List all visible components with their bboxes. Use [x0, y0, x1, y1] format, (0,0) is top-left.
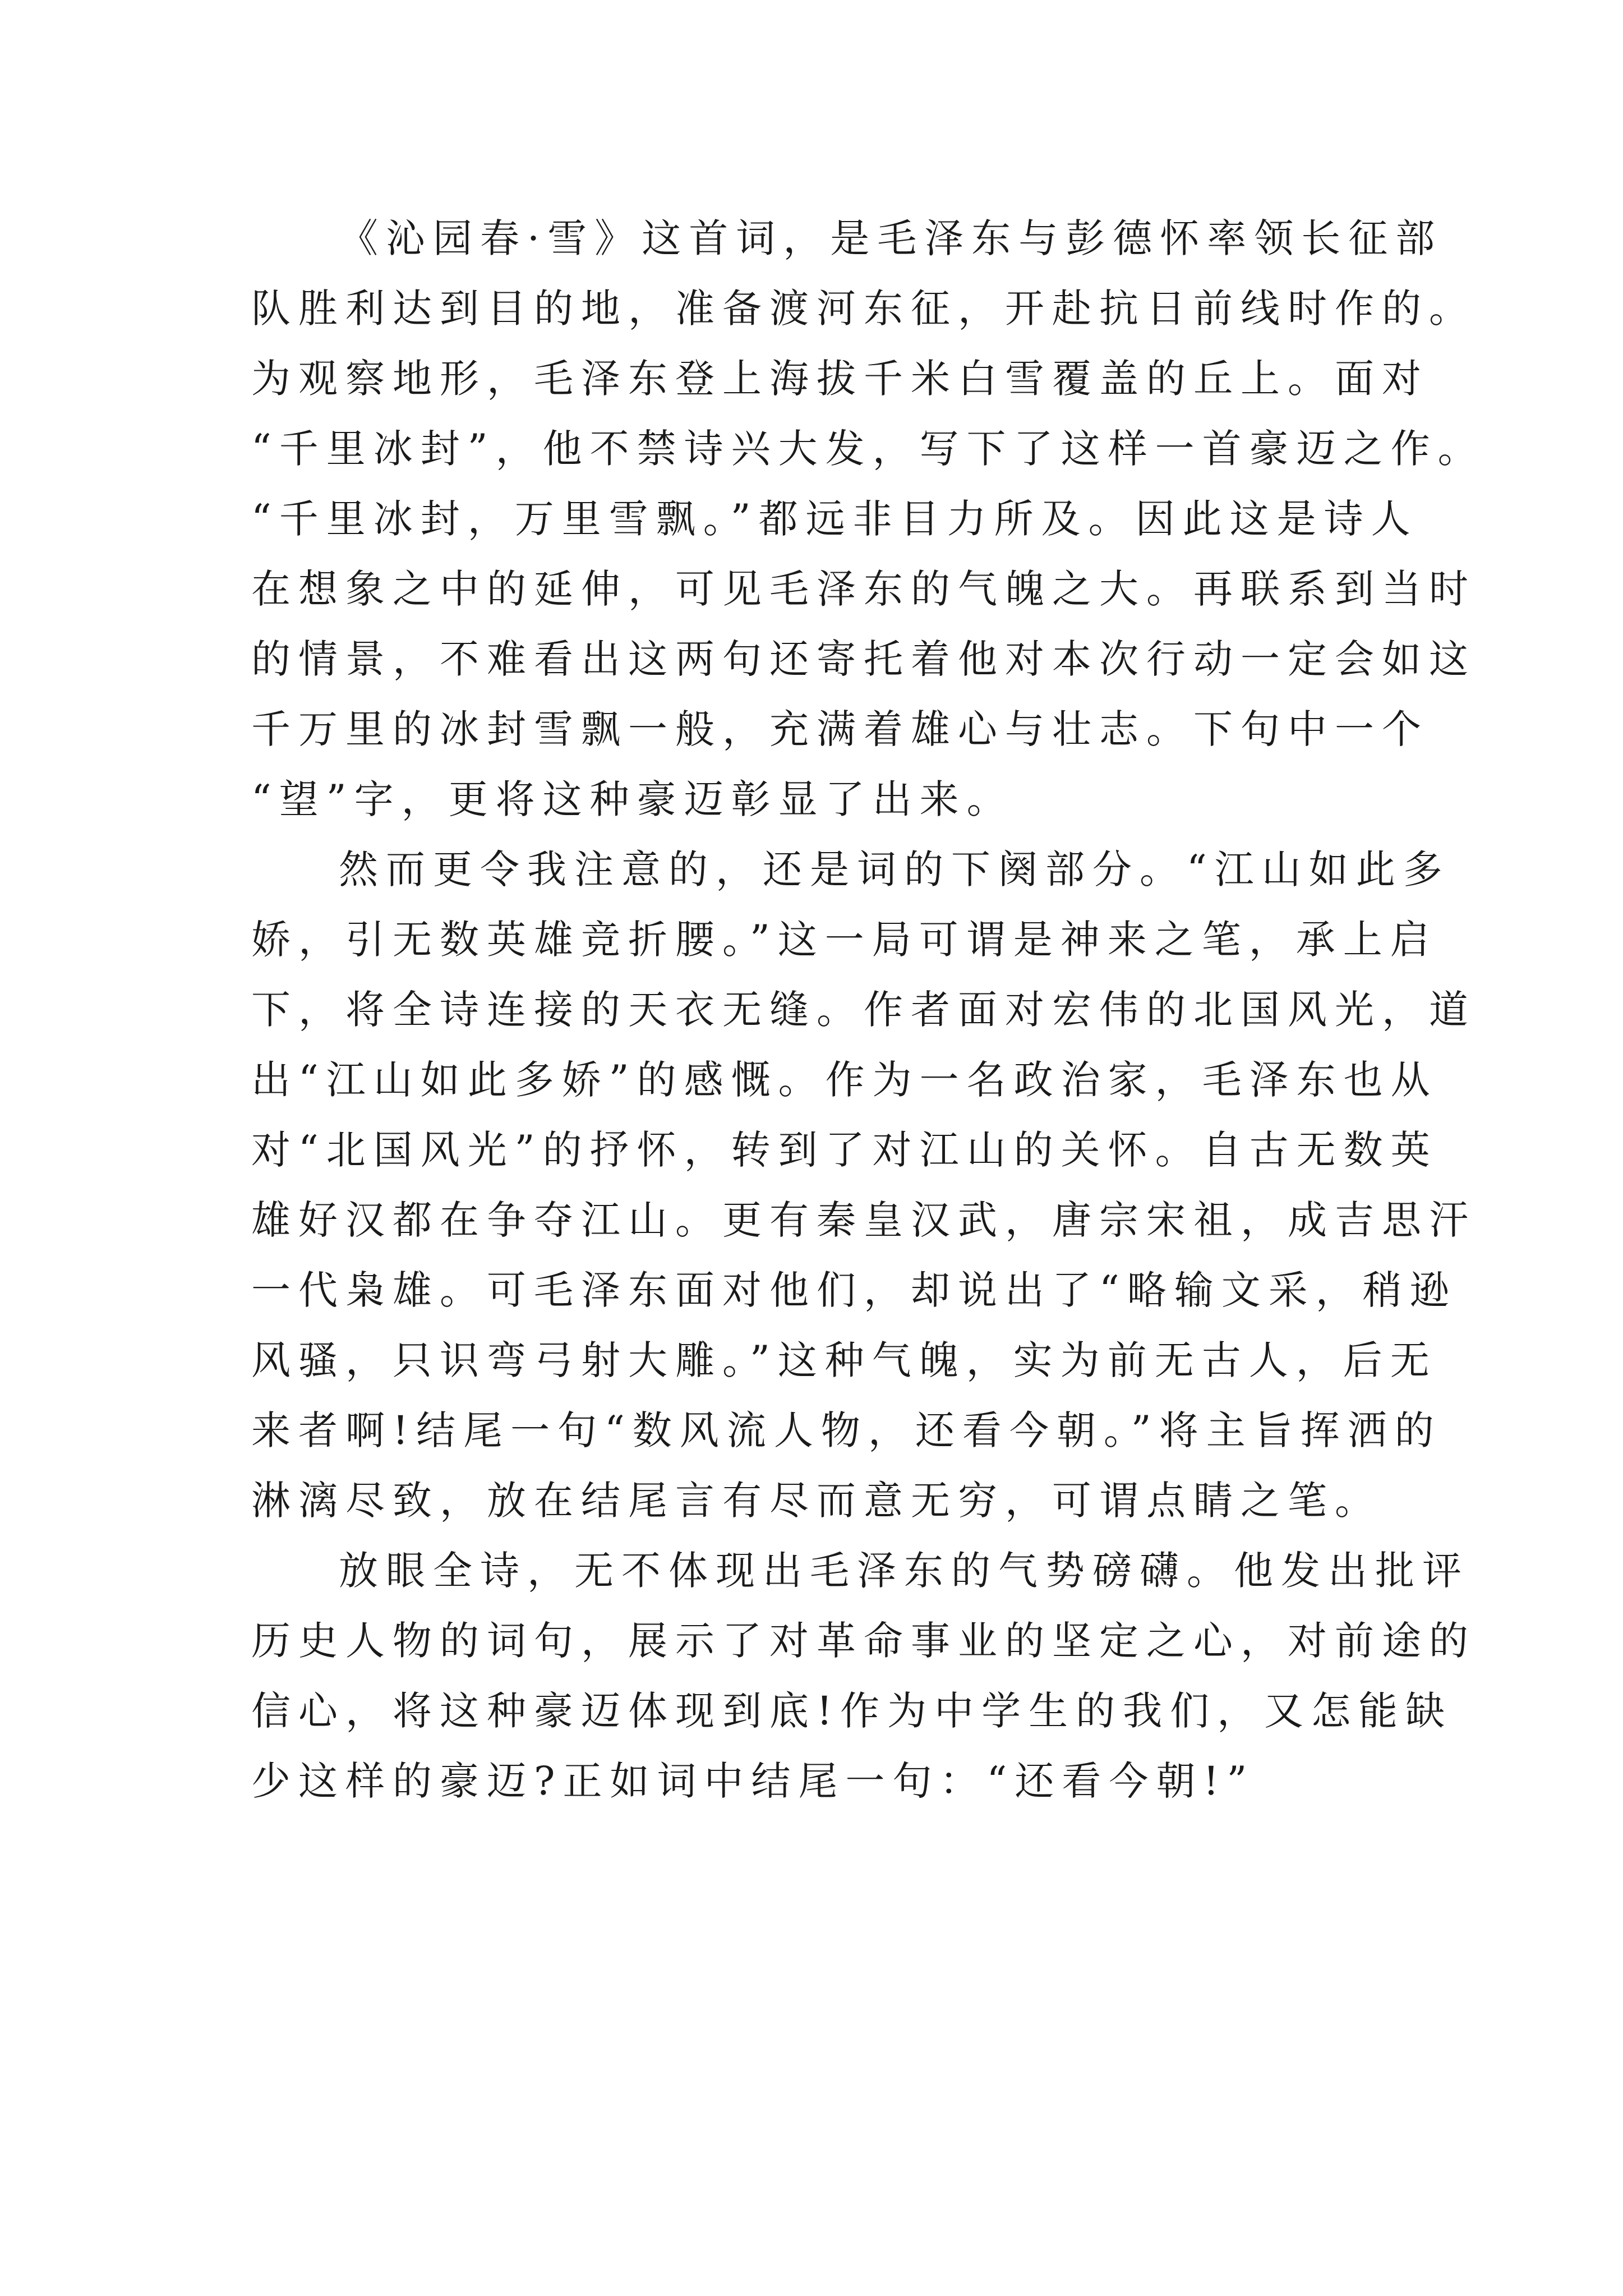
text-line: 下，将全诗连接的天衣无缝。作者面对宏伟的北国风光，道 [251, 987, 1476, 1033]
text-line: 出“江山如此多娇”的感慨。作为一名政治家，毛泽东也从 [251, 1057, 1438, 1103]
text-line: 雄好汉都在争夺江山。更有秦皇汉武，唐宗宋祖，成吉思汗 [251, 1197, 1476, 1243]
text-line: 淋漓尽致，放在结尾言有尽而意无穷，可谓点睛之笔。 [251, 1478, 1382, 1524]
text-line: 在想象之中的延伸，可见毛泽东的气魄之大。再联系到当时 [251, 566, 1476, 612]
text-line: 风骚，只识弯弓射大雕。”这种气魄，实为前无古人，后无 [251, 1337, 1437, 1383]
text-line: 放眼全诗，无不体现出毛泽东的气势磅礴。他发出批评 [339, 1548, 1469, 1594]
text-line: “千里冰封”，他不禁诗兴大发，写下了这样一首豪迈之作。 [251, 426, 1485, 472]
text-line: 信心，将这种豪迈体现到底!作为中学生的我们，又怎能缺 [251, 1688, 1453, 1734]
text-line: 历史人物的词句，展示了对革命事业的坚定之心，对前途的 [251, 1618, 1476, 1664]
text-line: 为观察地形，毛泽东登上海拔千米白雪覆盖的丘上。面对 [251, 356, 1429, 402]
text-line: 一代枭雄。可毛泽东面对他们，却说出了“略输文采，稍逊 [251, 1267, 1457, 1313]
text-line: 对“北国风光”的抒怀，转到了对江山的关怀。自古无数英 [251, 1127, 1438, 1173]
text-line: 来者啊!结尾一句“数风流人物，还看今朝。”将主旨挥洒的 [251, 1407, 1442, 1453]
text-line: 《沁园春·雪》这首词，是毛泽东与彭德怀率领长征部 [339, 215, 1443, 261]
text-line: “望”字，更将这种豪迈彰显了出来。 [251, 776, 1014, 822]
text-line: “千里冰封，万里雪飘。”都远非目力所及。因此这是诗人 [251, 496, 1418, 542]
text-line: 队胜利达到目的地，准备渡河东征，开赴抗日前线时作的。 [251, 286, 1476, 332]
text-line: 千万里的冰封雪飘一般，充满着雄心与壮志。下句中一个 [251, 706, 1429, 752]
text-line: 的情景，不难看出这两句还寄托着他对本次行动一定会如这 [251, 636, 1476, 682]
text-line: 娇，引无数英雄竞折腰。”这一局可谓是神来之笔，承上启 [251, 917, 1437, 963]
text-line: 然而更令我注意的，还是词的下阕部分。“江山如此多 [339, 846, 1450, 892]
text-line: 少这样的豪迈?正如词中结尾一句：“还看今朝!” [251, 1758, 1255, 1804]
